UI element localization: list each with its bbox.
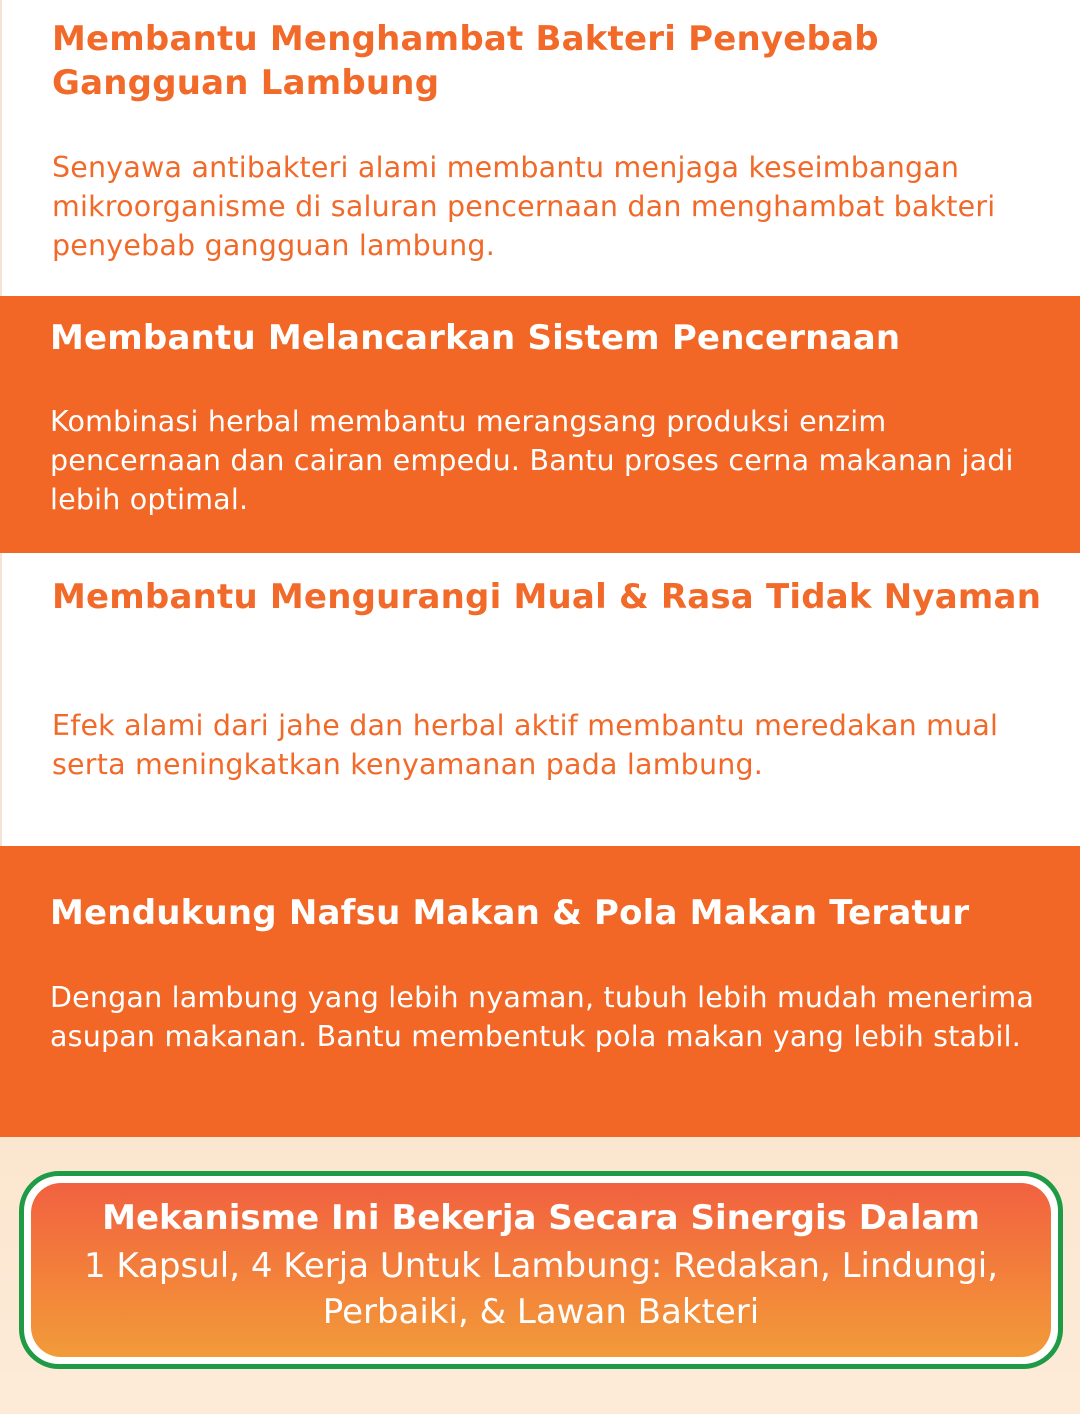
benefit-description: Kombinasi herbal membantu merangsang produksi enzim pencernaan dan cairan empedu. Bantu proses cerna makanan jadi lebih optimal. — [50, 405, 1014, 516]
callout-text: 1 Kapsul, 4 Kerja Untuk Lambung: Redakan, Lindungi, Perbaiki, & Lawan Bakteri — [83, 1246, 999, 1332]
benefit-description: Dengan lambung yang lebih nyaman, tubuh lebih mudah menerima asupan makanan. Bantu membentuk pola makan yang lebih stabil. — [50, 981, 1035, 1053]
benefit-title: Membantu Mengurangi Mual & Rasa Tidak Nyaman — [52, 577, 1042, 617]
callout-box — [19, 1171, 1063, 1369]
callout-title: Mekanisme Ini Bekerja Secara Sinergis Dalam — [102, 1198, 980, 1238]
benefit-title: Mendukung Nafsu Makan & Pola Makan Teratur — [50, 893, 970, 933]
benefit-description: Senyawa antibakteri alami membantu menjaga keseimbangan mikroorganisme di saluran pencernaan dan menghambat bakteri penyebab gangguan lambung. — [52, 151, 996, 262]
callout-inner — [31, 1183, 1051, 1357]
benefit-section-appetite — [0, 846, 1080, 1137]
benefit-description: Efek alami dari jahe dan herbal aktif membantu meredakan mual serta meningkatkan kenyamanan pada lambung. — [52, 709, 999, 781]
benefit-title: Membantu Melancarkan Sistem Pencernaan — [50, 318, 901, 358]
footer-banner — [0, 1137, 1080, 1414]
benefit-section-antibacterial — [0, 0, 1080, 296]
benefit-section-nausea — [0, 553, 1080, 846]
benefit-section-digestion — [0, 296, 1080, 553]
benefit-title: Membantu Menghambat Bakteri Penyebab Gangguan Lambung — [52, 19, 879, 103]
